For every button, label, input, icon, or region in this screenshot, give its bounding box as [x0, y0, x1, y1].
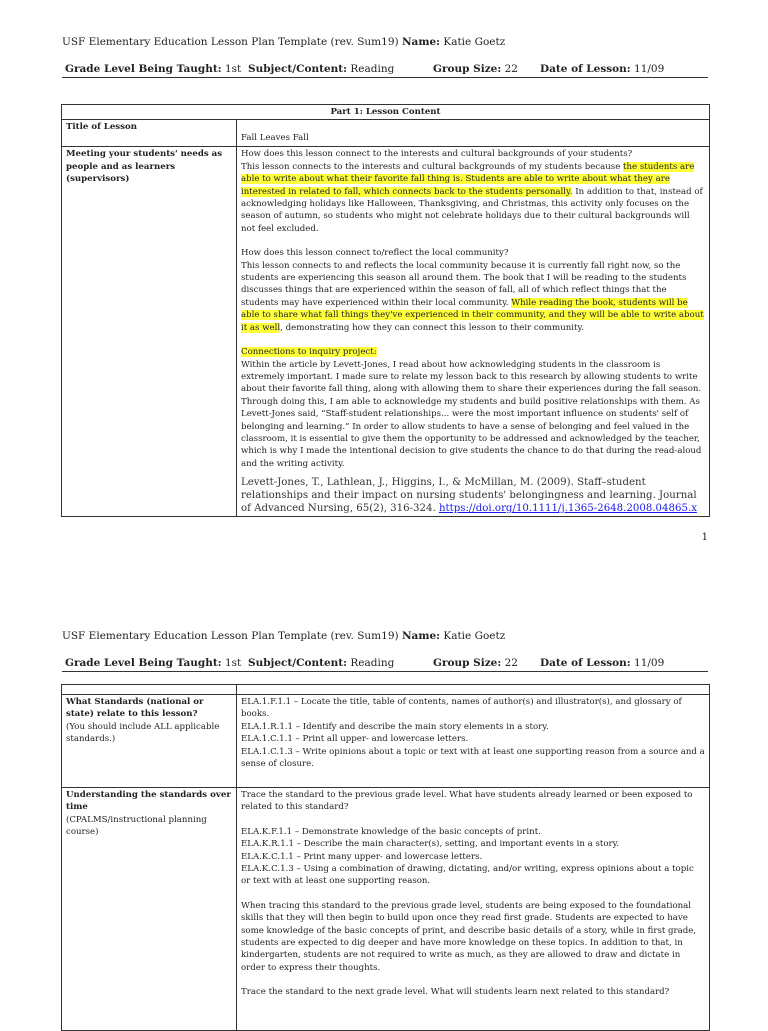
- answer-community-start: This lesson connects to and reflects the local community because it is currently fall right now, so the students are experiencing this season all around them. The book that I will be reading to the students discusses things that are experienced within the season of fall, all of which reflect things that the students may have experienced within their local community.: [241, 260, 687, 308]
- document-page-2: [0, 600, 768, 1024]
- answer-cultural-highlight: the students are able to write about what their favorite fall thing is. Students are able to write about what they are interested in related to fall, which connects back to the students personally.: [241, 161, 695, 197]
- answer-community-end: , demonstrating how they can connect this lesson to their community.: [280, 322, 584, 333]
- standard-item: ELA.1.F.1.1 – Locate the title, table of contents, names of author(s) and illustrator(s), and glossary of books.: [241, 697, 682, 720]
- section-title: Part 1: Lesson Content: [62, 105, 710, 120]
- answer-community-highlight: While reading the book, students will be able to share what fall things they've experienced in their community, and they will be able to write about it as well: [241, 297, 704, 333]
- answer-cultural-start: This lesson connects to the interests and cultural backgrounds of my students because: [241, 161, 624, 172]
- question-cultural: How does this lesson connect to the interests and cultural backgrounds of your students?: [241, 149, 633, 160]
- standards-label-bold: What Standards (national or state) relate to this lesson?: [66, 697, 204, 720]
- template-title: USF Elementary Education Lesson Plan Template (rev. Sum19): [62, 36, 399, 48]
- lesson-meta-row: [62, 657, 708, 672]
- name-label: Name:: [401, 36, 441, 48]
- prev-standard-item: ELA.K.F.1.1 – Demonstrate knowledge of the basic concepts of print.: [241, 826, 541, 837]
- answer-cultural-end: In addition to that, instead of acknowledging holidays like Halloween, Thanksgiving, and Christmas, this activity only focuses on the season of autumn, so students who might not celebrate holidays due to their cultural backgrounds will not feel excluded.: [241, 186, 703, 234]
- name-value: Katie Goetz: [443, 36, 506, 48]
- inquiry-text: Within the article by Levett-Jones, I read about how acknowledging students in the classroom is extremely important. I made sure to relate my lesson back to this research by allowing students to write about their favorite fall thing, along with allowing them to share their experiences during the fall season. Through doing this, I am able to acknowledge my students and build positive relationships with them. As Levett-Jones said, “Staff-student relationships... were the most important influence on students' self of belonging and learning.” In order to allow students to have a sense of belonging and feel valued in the classroom, it is essential to give them the opportunity to be addressed and acknowledged by the teacher, which is why I made the intentional decision to give students the chance to do that during the read-aloud and the writing activity.: [241, 359, 702, 469]
- date-label: Date of Lesson:: [540, 657, 631, 669]
- group-size-label: Group Size:: [433, 657, 502, 669]
- understanding-label-note: (CPALMS/instructional planning course): [66, 814, 207, 838]
- name-value: Katie Goetz: [443, 630, 506, 642]
- question-community: How does this lesson connect to/reflect the local community?: [241, 248, 509, 259]
- lesson-meta-row: [62, 63, 708, 78]
- understanding-label-bold: Understanding the standards over time: [66, 790, 231, 813]
- grade-value: 1st: [224, 63, 242, 75]
- understanding-content: [237, 788, 710, 1031]
- citation-text: Levett-Jones, T., Lathlean, J., Higgins, I., & McMillan, M. (2009). Staff–student relationships and their impact on nursing students' belongingness and learning. Journal of Advanced Nursing, 65(2), 316-324.: [241, 477, 697, 515]
- answer-cultural: [241, 161, 705, 235]
- group-size-label: Group Size:: [433, 63, 502, 75]
- group-size-value: 22: [504, 657, 518, 669]
- needs-content: [237, 147, 710, 517]
- grade-label: Grade Level Being Taught:: [65, 657, 222, 669]
- trace-next-question: Trace the standard to the next grade level. What will students learn next related to this standard?: [241, 987, 670, 998]
- needs-label: Meeting your students' needs as people and as learners (supervisors): [66, 149, 223, 185]
- subject-value: Reading: [350, 63, 395, 75]
- standards-table: [61, 684, 710, 1031]
- title-of-lesson-label: Title of Lesson: [66, 122, 137, 133]
- prev-standard-item: ELA.K.R.1.1 – Describe the main character(s), setting, and important events in a story.: [241, 839, 620, 850]
- standards-label-note: (You should include ALL applicable standards.): [66, 721, 220, 745]
- grade-value: 1st: [224, 657, 242, 669]
- answer-community: [241, 260, 705, 334]
- date-value: 11/09: [634, 63, 665, 75]
- understanding-label: [62, 788, 237, 1031]
- date-label: Date of Lesson:: [540, 63, 631, 75]
- citation: [241, 476, 705, 515]
- subject-value: Reading: [350, 657, 395, 669]
- trace-prev-question: Trace the standard to the previous grade level. What have students already learned or been exposed to related to this standard?: [241, 790, 693, 813]
- citation-link[interactable]: https://doi.org/10.1111/j.1365-2648.2008.04865.x: [438, 503, 697, 515]
- standard-item: ELA.1.C.1.3 – Write opinions about a topic or text with at least one supporting reason from a source and a sense of closure.: [241, 746, 705, 770]
- subject-label: Subject/Content:: [248, 657, 348, 669]
- template-header: [62, 36, 505, 48]
- title-of-lesson-value: Fall Leaves Fall: [241, 133, 309, 144]
- standards-list: [237, 695, 710, 788]
- template-title: USF Elementary Education Lesson Plan Template (rev. Sum19): [62, 630, 399, 642]
- standards-label: [62, 695, 237, 788]
- trace-prev-text: When tracing this standard to the previous grade level, students are being exposed to the foundational skills that they will then begin to build upon once they read first grade. Students are expected to have some knowledge of the basic concepts of print, and describe basic details of a story, while in first grade, students are expected to dig deeper and have more knowledge on these topics. In addition to that, in kindergarten, students are not required to write as much, as they are allowed to draw and dictate in order to express their thoughts.: [241, 900, 697, 973]
- date-value: 11/09: [634, 657, 665, 669]
- prev-standard-item: ELA.K.C.1.1 – Print many upper- and lowercase letters.: [241, 851, 483, 862]
- template-header: [62, 630, 505, 642]
- inquiry-label: Connections to inquiry project:: [241, 347, 377, 358]
- grade-label: Grade Level Being Taught:: [65, 63, 222, 75]
- lesson-content-table: [61, 104, 710, 517]
- standard-item: ELA.1.C.1.1 – Print all upper- and lowercase letters.: [241, 734, 469, 745]
- prev-standard-item: ELA.K.C.1.3 – Using a combination of drawing, dictating, and/or writing, express opinions about a topic or text with at least one supporting reason.: [241, 864, 694, 887]
- standard-item: ELA.1.R.1.1 – Identify and describe the main story elements in a story.: [241, 721, 549, 732]
- page-number: 1: [701, 532, 708, 543]
- name-label: Name:: [401, 630, 441, 642]
- group-size-value: 22: [504, 63, 518, 75]
- subject-label: Subject/Content:: [248, 63, 348, 75]
